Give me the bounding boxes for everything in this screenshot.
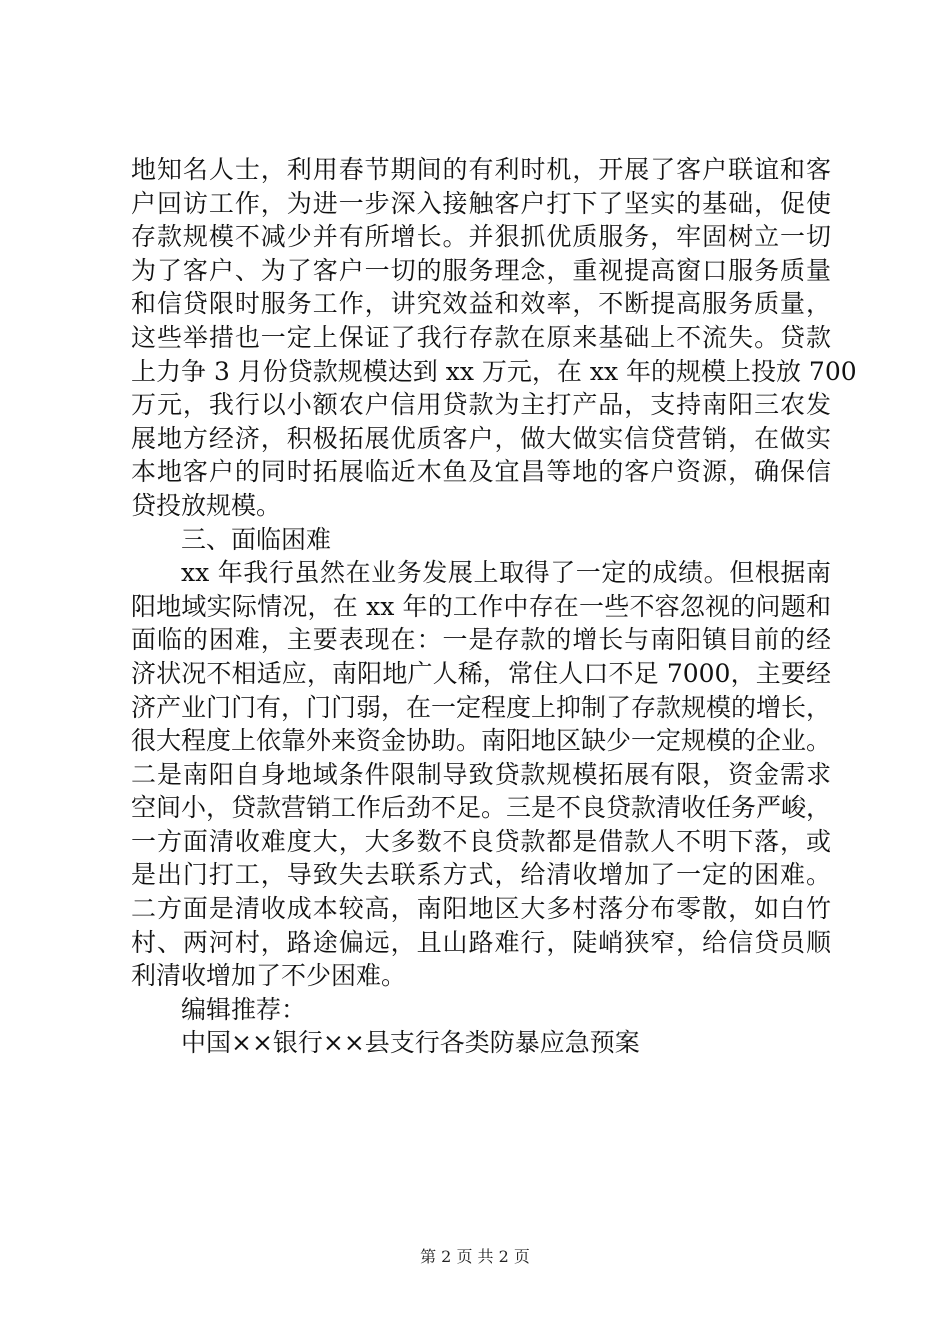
paragraph-1-line: 户回访工作，为进一步深入接触客户打下了坚实的基础，促使 <box>131 188 831 218</box>
paragraph-2-line: 二是南阳自身地域条件限制导致贷款规模拓展有限，资金需求 <box>131 759 831 789</box>
paragraph-2-line: 济状况不相适应，南阳地广人稀，常住人口不足 7000，主要经 <box>131 658 831 688</box>
paragraph-1-line: 地知名人士，利用春节期间的有利时机，开展了客户联谊和客 <box>131 155 831 184</box>
document-body <box>131 153 857 1060</box>
section-heading: 三、面临困难 <box>181 524 332 554</box>
page-number-indicator: 第 2 页 共 2 页 <box>420 1247 530 1266</box>
paragraph-1-line: 贷投放规模。 <box>131 490 282 520</box>
paragraph-2-line: 是出门打工，导致失去联系方式，给清收增加了一定的困难。 <box>131 860 831 890</box>
paragraph-1-line: 和信贷限时服务工作，讲究效益和效率，不断提高服务质量， <box>131 289 831 319</box>
paragraph-2-line: 村、两河村，路途偏远，且山路难行，陡峭狭窄，给信贷员顺 <box>131 927 831 957</box>
paragraph-1-line: 上力争 3 月份贷款规模达到 xx 万元，在 xx 年的规模上投放 700 <box>131 356 857 386</box>
paragraph-2-line: 阳地域实际情况，在 xx 年的工作中存在一些不容忽视的问题和 <box>131 591 831 621</box>
recommended-article-link[interactable]: 中国××银行××县支行各类防暴应急预案 <box>181 1028 640 1058</box>
paragraph-2-line: 济产业门门有，门门弱，在一定程度上抑制了存款规模的增长， <box>131 692 832 722</box>
paragraph-2-line: 一方面清收难度大，大多数不良贷款都是借款人不明下落，或 <box>131 826 831 856</box>
paragraph-2-line: 很大程度上依靠外来资金协助。南阳地区缺少一定规模的企业。 <box>131 726 832 756</box>
paragraph-1-line: 本地客户的同时拓展临近木鱼及宜昌等地的客户资源，确保信 <box>131 457 831 487</box>
paragraph-2-line: xx 年我行虽然在业务发展上取得了一定的成绩。但根据南 <box>181 558 831 588</box>
paragraph-1-line: 为了客户、为了客户一切的服务理念，重视提高窗口服务质量 <box>131 255 831 285</box>
paragraph-2-line: 空间小，贷款营销工作后劲不足。三是不良贷款清收任务严峻， <box>131 793 832 823</box>
page-footer <box>0 1244 950 1267</box>
paragraph-1-line: 存款规模不减少并有所增长。并狠抓优质服务，牢固树立一切 <box>131 222 831 252</box>
paragraph-2-line: 面临的困难，主要表现在：一是存款的增长与南阳镇目前的经 <box>131 625 831 655</box>
editor-recommend-label: 编辑推荐： <box>181 994 307 1024</box>
paragraph-1-line: 万元，我行以小额农户信用贷款为主打产品，支持南阳三农发 <box>131 390 831 420</box>
paragraph-1-line: 这些举措也一定上保证了我行存款在原来基础上不流失。贷款 <box>131 322 831 352</box>
paragraph-2-line: 二方面是清收成本较高，南阳地区大多村落分布零散，如白竹 <box>131 894 831 924</box>
paragraph-1-line: 展地方经济，积极拓展优质客户，做大做实信贷营销，在做实 <box>131 423 831 453</box>
paragraph-2-line: 利清收增加了不少困难。 <box>131 961 407 991</box>
